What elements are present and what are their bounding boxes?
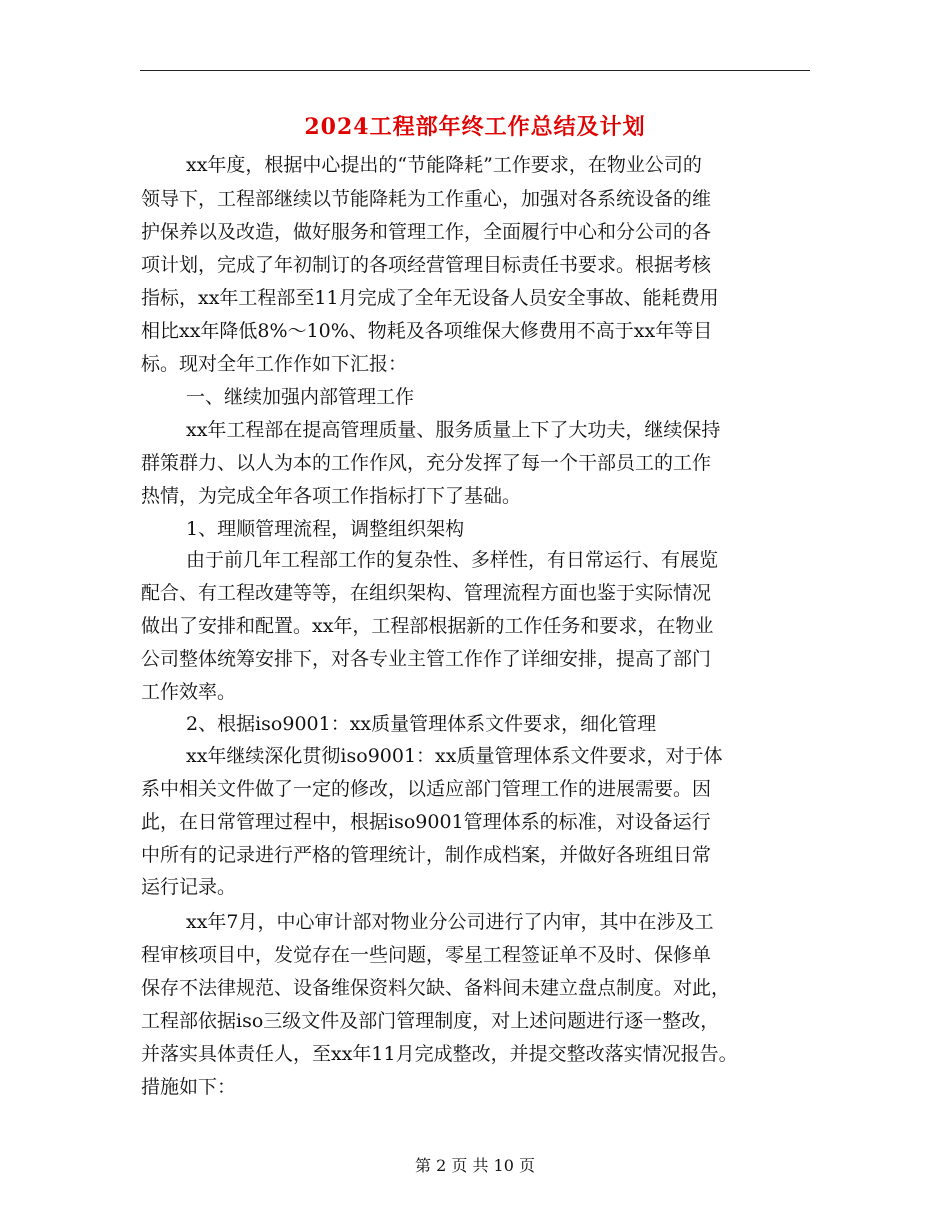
- body-line: 措施如下：: [141, 1076, 237, 1098]
- subsection-heading: 1、理顺管理流程，调整组织架构: [186, 518, 465, 540]
- body-line: 运行记录。: [141, 876, 237, 898]
- body-line: xx年工程部在提高管理质量、服务质量上下了大功夫，继续保持: [186, 419, 721, 441]
- body-line: 并落实具体责任人，至xx年11月完成整改，并提交整改落实情况报告。: [141, 1043, 738, 1065]
- body-line: 做出了安排和配置。xx年，工程部根据新的工作任务和要求，在物业: [141, 615, 714, 637]
- body-line: xx年7月，中心审计部对物业分公司进行了内审，其中在涉及工: [186, 911, 714, 933]
- section-heading: 一、继续加强内部管理工作: [186, 386, 415, 408]
- body-line: xx年继续深化贯彻iso9001：xx质量管理体系文件要求，对于体: [186, 745, 723, 767]
- body-line: 工程部依据iso三级文件及部门管理制度，对上述问题进行逐一整改，: [141, 1010, 720, 1032]
- page-number: 第 2 页 共 10 页: [415, 1156, 535, 1175]
- body-line: 护保养以及改造，做好服务和管理工作，全面履行中心和分公司的各: [141, 221, 712, 243]
- body-line: 系中相关文件做了一定的修改，以适应部门管理工作的进展需要。因: [141, 778, 712, 800]
- body-line: 指标，xx年工程部至11月完成了全年无设备人员安全事故、能耗费用: [141, 287, 719, 309]
- body-line: 项计划，完成了年初制订的各项经营管理目标责任书要求。根据考核: [141, 254, 712, 276]
- body-line: 领导下，工程部继续以节能降耗为工作重心，加强对各系统设备的维: [141, 188, 712, 210]
- subsection-heading: 2、根据iso9001：xx质量管理体系文件要求，细化管理: [186, 713, 657, 735]
- body-line: 公司整体统筹安排下，对各专业主管工作作了详细安排，提高了部门: [141, 648, 712, 670]
- body-line: 保存不法律规范、设备维保资料欠缺、备料间未建立盘点制度。对此，: [141, 977, 731, 999]
- body-line: 程审核项目中，发觉存在一些问题，零星工程签证单不及时、保修单: [141, 944, 712, 966]
- body-line: xx年度，根据中心提出的“节能降耗”工作要求，在物业公司的: [186, 154, 702, 176]
- header-rule: [140, 70, 810, 71]
- body-line: 工作效率。: [141, 681, 237, 703]
- body-line: 群策群力、以人为本的工作作风，充分发挥了每一个干部员工的工作: [141, 452, 712, 474]
- body-line: 中所有的记录进行严格的管理统计，制作成档案，并做好各班组日常: [141, 844, 712, 866]
- body-line: 由于前几年工程部工作的复杂性、多样性，有日常运行、有展览: [186, 549, 719, 571]
- document-title: 2024工程部年终工作总结及计划: [304, 114, 646, 140]
- body-line: 标。现对全年工作作如下汇报：: [141, 353, 408, 375]
- body-line: 配合、有工程改建等等，在组织架构、管理流程方面也鉴于实际情况: [141, 582, 712, 604]
- body-line: 热情，为完成全年各项工作指标打下了基础。: [141, 485, 522, 507]
- body-line: 相比xx年降低8%～10%、物耗及各项维保大修费用不高于xx年等目: [141, 320, 713, 342]
- body-line: 此，在日常管理过程中，根据iso9001管理体系的标准，对设备运行: [141, 811, 711, 833]
